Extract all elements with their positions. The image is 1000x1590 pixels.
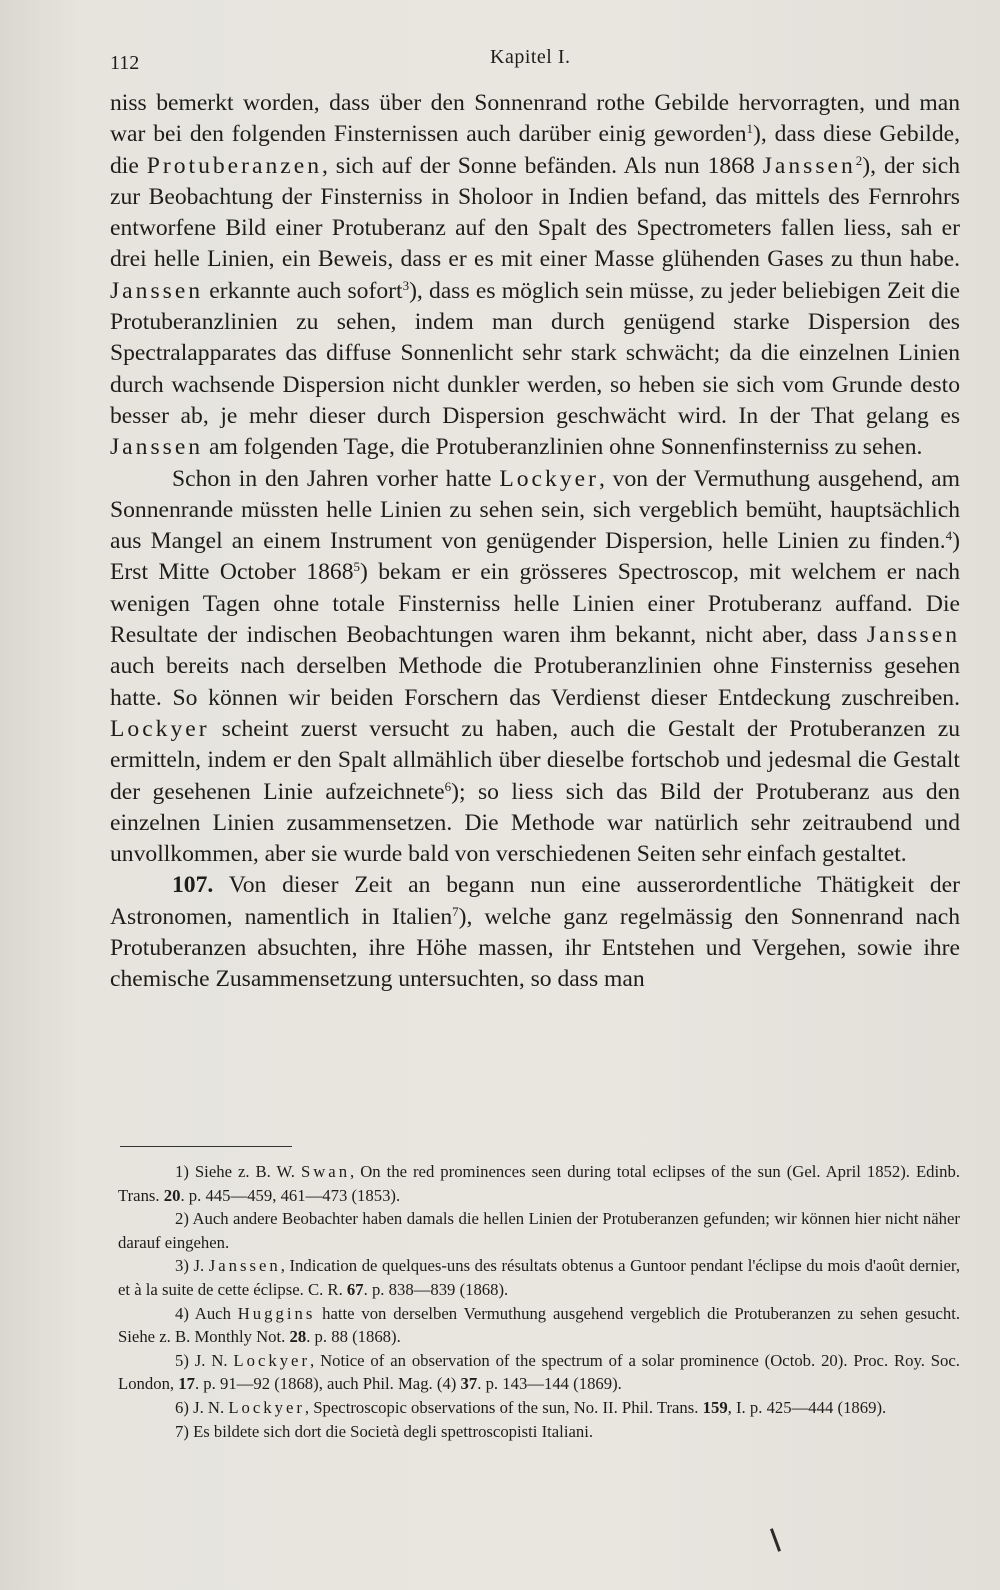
text-run: . p. 143—144 (1869). — [477, 1374, 622, 1394]
bold-text: 17 — [178, 1374, 195, 1394]
text-run: scheint zuerst versucht zu haben, auch die Gestalt der Protuberanzen zu ermitteln, indem er den Spalt allmählich über dieselbe fortschob und jedesmal die Gestalt der gesehenen Linie aufzeichnete — [110, 715, 960, 805]
text-run: . p. 445—459, 461—473 (1853). — [180, 1185, 401, 1205]
spaced-name: Protuberanzen — [146, 152, 322, 179]
bold-text: 28 — [289, 1327, 307, 1347]
spaced-name: Lockyer — [110, 715, 210, 742]
spaced-name: Swan — [300, 1162, 351, 1181]
footnote-ref: 7 — [452, 903, 459, 919]
text-run: ) Erst Mitte October 1868 — [110, 528, 960, 586]
spaced-name: Janssen — [208, 1256, 281, 1276]
running-head: Kapitel I. — [490, 46, 571, 68]
text-run: ), dass diese Gebilde, die — [110, 121, 960, 179]
footnote-separator — [120, 1146, 292, 1147]
text-run: ), dass es möglich sein müsse, zu jeder beliebigen Zeit die Protuberanzlinien zu sehen, indem man durch genügend starke Dispersion des Spectralapparates das diffuse Sonnenlicht sehr stark schwächt; da die einzelnen Linien durch wachsende Dispersion nicht dunkler werden, so heben sie sich vom Grunde desto besser ab, je mehr dieser durch Dispersion geschwächt wird. In der That gelang es — [110, 277, 961, 429]
ink-mark — [770, 1528, 781, 1552]
footnote — [118, 1349, 960, 1396]
text-run: am folgenden Tage, die Protuberanzlinien ohne Sonnenfinsterniss zu sehen. — [203, 434, 923, 461]
text-run: . p. 91—92 (1868), auch Phil. Mag. (4) — [194, 1374, 461, 1394]
spaced-name: Lockyer — [228, 1397, 305, 1417]
text-run: 4) Auch — [175, 1303, 238, 1323]
text-run: 1) Siehe z. B. W. — [175, 1162, 301, 1181]
text-run: 5) J. N. — [175, 1350, 234, 1370]
text-run: ), welche ganz regelmässig den Sonnenrand nach Protuberanzen absuchten, ihre Höhe massen, ihr Entstehen und Vergehen, sowie ihre chemische Zusammensetzung untersuchten, so dass man — [110, 903, 960, 993]
footnote — [118, 1420, 960, 1444]
text-run: ); so liess sich das Bild der Protuberanz aus den einzelnen Linien zusammensetzen. Die Methode war natürlich sehr zeitraubend und unvollkommen, aber sie wurde bald von verschiedenen Seiten sehr einfach gestaltet. — [110, 778, 960, 868]
bold-text: 67 — [346, 1279, 364, 1299]
bold-text: 37 — [460, 1374, 478, 1394]
bold-text: 20 — [163, 1185, 181, 1205]
text-run: hatte von derselben Vermuthung ausgehend vergeblich die Protuberanzen zu sehen gesucht. Siehe z. B. Monthly Not. — [118, 1303, 961, 1347]
text-run: , On the red prominences seen during total eclipses of the sun (Gel. April 1852). Edinb. Trans. — [118, 1162, 960, 1205]
text-run: , I. p. 425—444 (1869). — [727, 1397, 887, 1417]
footnote-ref: 3 — [402, 277, 410, 293]
text-run: auch bereits nach derselben Methode die Protuberanzlinien ohne Finsterniss gesehen hatte. So können wir beiden Forschern das Verdienst dieser Entdeckung zuschreiben. — [110, 653, 960, 711]
spaced-name: Janssen — [866, 622, 960, 649]
spaced-name: Janssen — [110, 277, 204, 304]
footnote — [118, 1254, 960, 1301]
footnote-ref: 6 — [444, 778, 452, 794]
bold-text: 107. — [172, 872, 214, 899]
page-number: 112 — [110, 52, 140, 74]
bold-text: 159 — [702, 1397, 728, 1417]
paragraph — [110, 464, 960, 871]
page-header — [110, 46, 960, 82]
text-run: 2) Auch andere Beobachter haben damals die hellen Linien der Protuberanzen gefunden; wir können hier nicht näher darauf eingehen. — [118, 1209, 960, 1252]
text-run: erkannte auch sofort — [203, 277, 403, 304]
footnote — [118, 1207, 960, 1254]
footnote — [118, 1396, 960, 1420]
text-run: niss bemerkt worden, dass über den Sonnenrand rothe Gebilde hervorragten, und man war bei den folgenden Finsternissen auch darüber einig geworden — [110, 90, 960, 148]
spaced-name: Huggins — [237, 1303, 316, 1323]
text-run: , Indication de quelques-uns des résultats obtenus a Guntoor pendant l'éclipse du mois d'août dernier, et à la suite de cette éclipse. C. R. — [118, 1256, 960, 1299]
text-run: . p. 838—839 (1868). — [363, 1279, 509, 1299]
text-run: , sich auf der Sonne befänden. Als nun 1868 — [322, 152, 763, 179]
footnote-ref: 5 — [353, 559, 360, 575]
text-run: 7) Es bildete sich dort die Società degli spettroscopisti Italiani. — [175, 1421, 594, 1441]
footnotes — [118, 1160, 960, 1443]
text-run: ) bekam er ein grösseres Spectroscop, mit welchem er nach wenigen Tagen ohne totale Finsterniss helle Linien einer Protuberanz auffand. Die Resultate der indischen Beobachtungen waren ihm bekannt, nicht aber, dass — [110, 559, 960, 649]
text-run: 3) J. — [175, 1256, 209, 1276]
text-run: Schon in den Jahren vorher hatte — [172, 465, 500, 492]
text-run: ), der sich zur Beobachtung der Finsterniss in Sholoor in Indien befand, das mittels des Fernrohrs entworfene Bild einer Protuberanz auf den Spalt des Spectrometers fallen liess, sah er drei helle Linien, ein Beweis, dass er es mit einer Masse glühenden Gases zu thun habe. — [110, 152, 960, 273]
spaced-name: Janssen — [110, 434, 204, 461]
spaced-name: Janssen — [762, 152, 856, 179]
paragraph — [110, 870, 960, 995]
footnote-ref: 4 — [945, 528, 953, 544]
text-run: , Notice of an observation of the spectrum of a solar prominence (Octob. 20). Proc. Roy. Soc. London, — [118, 1350, 960, 1394]
text-run: Von dieser Zeit an begann nun eine ausserordentliche Thätigkeit der Astronomen, namentlich in Italien — [110, 872, 960, 930]
footnote-ref: 1 — [746, 121, 754, 137]
footnote — [118, 1302, 960, 1349]
spaced-name: Lockyer — [499, 465, 599, 492]
text-run: , Spectroscopic observations of the sun, No. II. Phil. Trans. — [304, 1397, 703, 1417]
footnote-ref: 2 — [855, 152, 863, 168]
footnote — [118, 1160, 960, 1207]
text-run: . p. 88 (1868). — [306, 1327, 401, 1347]
text-run: 6) J. N. — [175, 1397, 229, 1417]
text-run: , von der Vermuthung ausgehend, am Sonnenrande müssten helle Linien zu sehen sein, sich vergeblich bemüht, hauptsächlich aus Mangel an einem Instrument von genügender Dispersion, helle Linien zu finden. — [110, 465, 960, 555]
spaced-name: Lockyer — [233, 1350, 311, 1370]
paragraph — [110, 88, 960, 464]
body-text — [110, 88, 960, 996]
